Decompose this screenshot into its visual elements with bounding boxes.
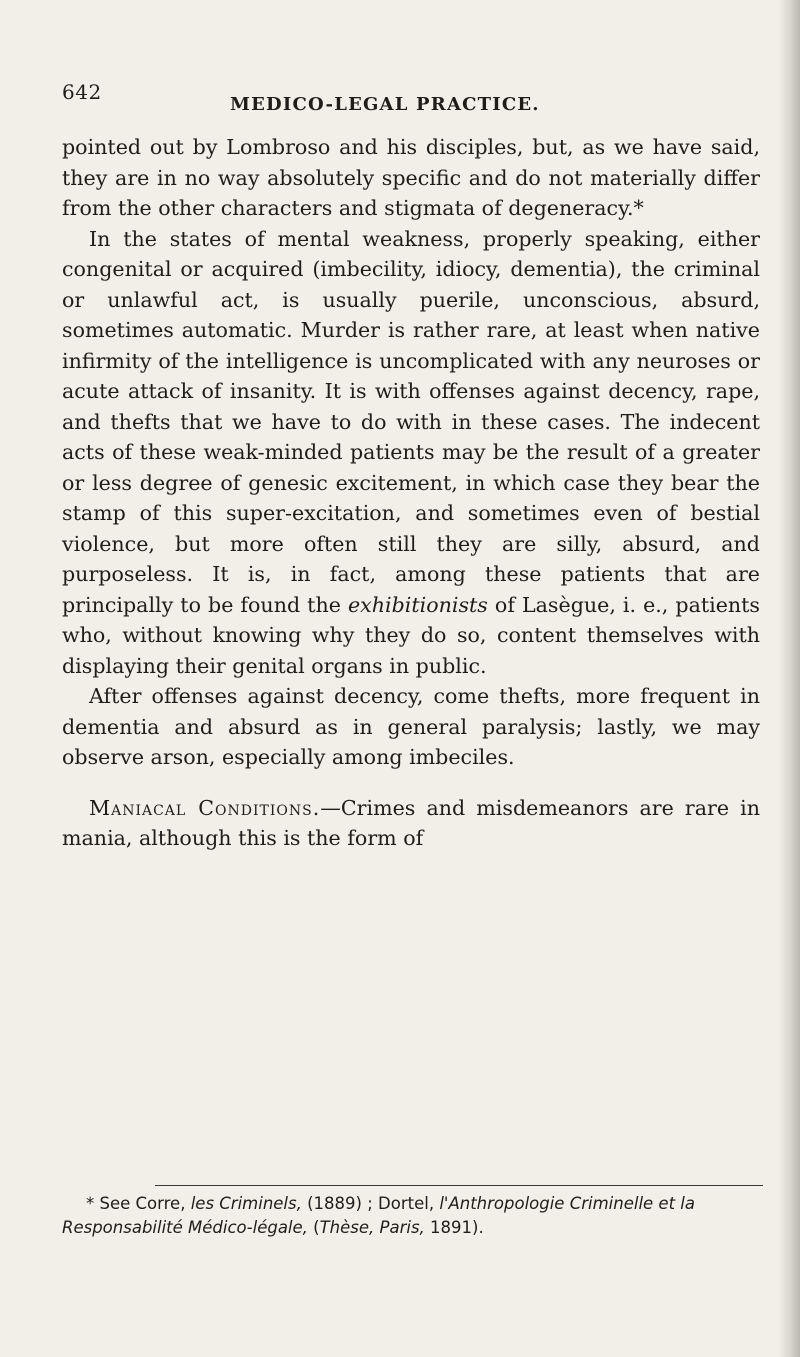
footnote-text — [62, 1192, 762, 1240]
page-edge-shadow — [778, 0, 800, 1357]
section-heading: Maniacal Conditions. — [89, 795, 321, 820]
paragraph-2-text-a: In the states of mental weakness, properly speaking, either congenital or acquired (imbecility, idiocy, dementia), the criminal or unlawful act, is usually puerile, unconscious, absurd, sometimes automatic. Murder is rather rare, at least when native infirmity of the intelligence is uncomplicated with any neuroses or acute attack of insanity. It is with offenses against decency, rape, and thefts that we have to do with in these cases. The indecent acts of these weak-minded patients may be the result of a greater or less degree of genesic excitement, in which case they bear the stamp of this super-excitation, and sometimes even of bestial violence, but more often still they are silly, absurd, and purposeless. It is, in fact, among these patients that are principally to be found the — [62, 226, 760, 617]
page-header — [62, 80, 782, 116]
paragraph-2 — [62, 224, 760, 682]
footnote-part-1: * See Corre, — [86, 1194, 191, 1213]
footnote-part-2: (1889) ; Dortel, — [301, 1194, 440, 1213]
paragraph-3: After offenses against decency, come thefts, more frequent in dementia and absurd as in general paralysis; lastly, we may observe arson, especially among imbeciles. — [62, 684, 760, 769]
footnote-italic-1: les Criminels, — [190, 1194, 302, 1213]
paragraph-2-text-b: of Lasègue, i. e., patients who, without knowing why they do so, content themselves with displaying their genital organs in public. — [62, 592, 760, 678]
footnote-divider — [155, 1185, 763, 1186]
paragraph-4 — [62, 793, 760, 854]
paragraph-4-text: —Crimes and misdemeanors are rare in mania, although this is the form of — [62, 795, 760, 850]
paragraph-2-italic: exhibitionists — [347, 592, 488, 617]
running-head: MEDICO-LEGAL PRACTICE. — [230, 94, 540, 115]
footnote-italic-3: Thèse, Paris, — [319, 1218, 425, 1237]
paragraph-1: pointed out by Lombroso and his disciples, but, as we have said, they are in no way absolutely specific and do not materially differ from the other characters and stigmata of degeneracy.* — [62, 135, 760, 220]
footnote-part-4: 1891). — [424, 1218, 484, 1237]
footnote-part-3: ( — [307, 1218, 320, 1237]
page-number: 642 — [62, 80, 102, 104]
footnote-italic-2: l'Anthropologie Criminelle et la Responsabilité Médico-légale, — [62, 1194, 695, 1237]
body-text — [62, 132, 760, 854]
footnote — [62, 1192, 762, 1240]
